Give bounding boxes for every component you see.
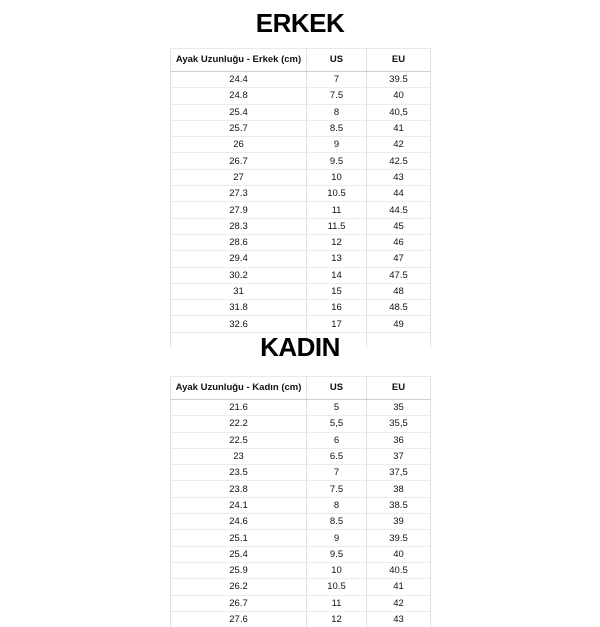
erkek-title: ERKEK: [0, 8, 600, 39]
us-size-cell: 5,5: [307, 416, 367, 432]
us-size-cell: 16: [307, 300, 367, 316]
eu-size-cell: 35,5: [367, 416, 431, 432]
us-size-cell: 12: [307, 234, 367, 250]
us-size-cell: 6: [307, 432, 367, 448]
us-size-cell: 7: [307, 465, 367, 481]
eu-size-cell: 40: [367, 88, 431, 104]
foot-length-cell: 27.6: [171, 611, 307, 627]
eu-size-cell: 41: [367, 120, 431, 136]
us-size-header: US: [307, 377, 367, 400]
eu-size-cell: 38: [367, 481, 431, 497]
us-size-cell: 8: [307, 497, 367, 513]
foot-length-cell: 23.5: [171, 465, 307, 481]
foot-length-cell: 24.6: [171, 514, 307, 530]
eu-size-cell: 37,5: [367, 465, 431, 481]
eu-size-cell: 39.5: [367, 530, 431, 546]
table-row: [171, 234, 431, 250]
foot-length-cell: 25.9: [171, 562, 307, 578]
us-size-header: US: [307, 49, 367, 72]
foot-length-cell: 27.3: [171, 186, 307, 202]
eu-size-cell: 39.5: [367, 72, 431, 88]
us-size-cell: 11: [307, 202, 367, 218]
table-row: [171, 595, 431, 611]
foot-length-cell: 24.8: [171, 88, 307, 104]
us-size-cell: 7: [307, 72, 367, 88]
eu-size-cell: 37: [367, 448, 431, 464]
table-row: [171, 514, 431, 530]
table-row: [171, 611, 431, 627]
us-size-cell: 9.5: [307, 546, 367, 562]
eu-size-cell: 45: [367, 218, 431, 234]
table-row: [171, 562, 431, 578]
table-row: [171, 400, 431, 416]
table-row: [171, 120, 431, 136]
us-size-cell: 7.5: [307, 88, 367, 104]
foot-length-cell: 32.6: [171, 316, 307, 332]
foot-length-cell: 28.6: [171, 234, 307, 250]
foot-length-cell: 25.4: [171, 104, 307, 120]
foot-length-cell: 21.6: [171, 400, 307, 416]
eu-size-cell: 42.5: [367, 153, 431, 169]
table-row: [171, 202, 431, 218]
us-size-cell: 12: [307, 611, 367, 627]
kadin-table-body: [171, 400, 431, 627]
us-size-cell: 9: [307, 137, 367, 153]
foot-length-cell: 28.3: [171, 218, 307, 234]
eu-size-cell: 48: [367, 283, 431, 299]
table-row: [171, 104, 431, 120]
us-size-cell: 11: [307, 595, 367, 611]
us-size-cell: 11.5: [307, 218, 367, 234]
foot-length-cell: 26.2: [171, 579, 307, 595]
foot-length-cell: 26.7: [171, 595, 307, 611]
eu-size-cell: 47.5: [367, 267, 431, 283]
erkek-size-table: [170, 48, 431, 347]
foot-length-cell: 25.4: [171, 546, 307, 562]
us-size-cell: 8.5: [307, 514, 367, 530]
foot-length-cell: 23.8: [171, 481, 307, 497]
foot-length-header: Ayak Uzunluğu - Erkek (cm): [171, 49, 307, 72]
eu-size-cell: 36: [367, 432, 431, 448]
table-row: [171, 169, 431, 185]
us-size-cell: 7.5: [307, 481, 367, 497]
us-size-cell: 15: [307, 283, 367, 299]
kadin-title: KADIN: [0, 332, 600, 363]
foot-length-cell: 24.1: [171, 497, 307, 513]
us-size-cell: 17: [307, 316, 367, 332]
foot-length-cell: 26: [171, 137, 307, 153]
us-size-cell: 10.5: [307, 579, 367, 595]
foot-length-cell: 22.5: [171, 432, 307, 448]
us-size-cell: 8: [307, 104, 367, 120]
table-row: [171, 416, 431, 432]
kadin-size-table: [170, 376, 431, 627]
eu-size-cell: 41: [367, 579, 431, 595]
table-row: [171, 497, 431, 513]
eu-size-cell: 40.5: [367, 562, 431, 578]
us-size-cell: 8.5: [307, 120, 367, 136]
eu-size-cell: 47: [367, 251, 431, 267]
table-row: [171, 283, 431, 299]
us-size-cell: 9.5: [307, 153, 367, 169]
table-row: [171, 300, 431, 316]
eu-size-cell: 46: [367, 234, 431, 250]
table-row: [171, 432, 431, 448]
eu-size-cell: 44.5: [367, 202, 431, 218]
us-size-cell: 10: [307, 562, 367, 578]
foot-length-cell: 22.2: [171, 416, 307, 432]
foot-length-cell: 25.1: [171, 530, 307, 546]
foot-length-cell: 31.8: [171, 300, 307, 316]
erkek-table-body: [171, 72, 431, 347]
table-row: [171, 579, 431, 595]
table-row: [171, 88, 431, 104]
eu-size-cell: 44: [367, 186, 431, 202]
us-size-cell: 6.5: [307, 448, 367, 464]
us-size-cell: 10: [307, 169, 367, 185]
eu-size-cell: 40: [367, 546, 431, 562]
eu-size-cell: 43: [367, 611, 431, 627]
table-row: [171, 481, 431, 497]
table-row: [171, 530, 431, 546]
foot-length-cell: 26.7: [171, 153, 307, 169]
us-size-cell: 13: [307, 251, 367, 267]
eu-size-header: EU: [367, 377, 431, 400]
foot-length-cell: 23: [171, 448, 307, 464]
eu-size-cell: 40,5: [367, 104, 431, 120]
foot-length-cell: 27.9: [171, 202, 307, 218]
eu-size-cell: 38.5: [367, 497, 431, 513]
table-row: [171, 153, 431, 169]
foot-length-cell: 30.2: [171, 267, 307, 283]
foot-length-cell: 31: [171, 283, 307, 299]
kadin-header-row: [171, 377, 431, 400]
table-row: [171, 218, 431, 234]
table-row: [171, 448, 431, 464]
foot-length-cell: 24.4: [171, 72, 307, 88]
us-size-cell: 9: [307, 530, 367, 546]
eu-size-cell: 39: [367, 514, 431, 530]
eu-size-header: EU: [367, 49, 431, 72]
foot-length-cell: 27: [171, 169, 307, 185]
foot-length-cell: 25.7: [171, 120, 307, 136]
eu-size-cell: 35: [367, 400, 431, 416]
eu-size-cell: 42: [367, 595, 431, 611]
table-row: [171, 546, 431, 562]
table-row: [171, 72, 431, 88]
us-size-cell: 14: [307, 267, 367, 283]
eu-size-cell: 49: [367, 316, 431, 332]
table-row: [171, 267, 431, 283]
eu-size-cell: 42: [367, 137, 431, 153]
table-row: [171, 251, 431, 267]
eu-size-cell: 43: [367, 169, 431, 185]
table-row: [171, 316, 431, 332]
eu-size-cell: 48.5: [367, 300, 431, 316]
table-row: [171, 186, 431, 202]
us-size-cell: 5: [307, 400, 367, 416]
us-size-cell: 10.5: [307, 186, 367, 202]
erkek-header-row: [171, 49, 431, 72]
foot-length-cell: 29.4: [171, 251, 307, 267]
foot-length-header: Ayak Uzunluğu - Kadın (cm): [171, 377, 307, 400]
table-row: [171, 465, 431, 481]
table-row: [171, 137, 431, 153]
